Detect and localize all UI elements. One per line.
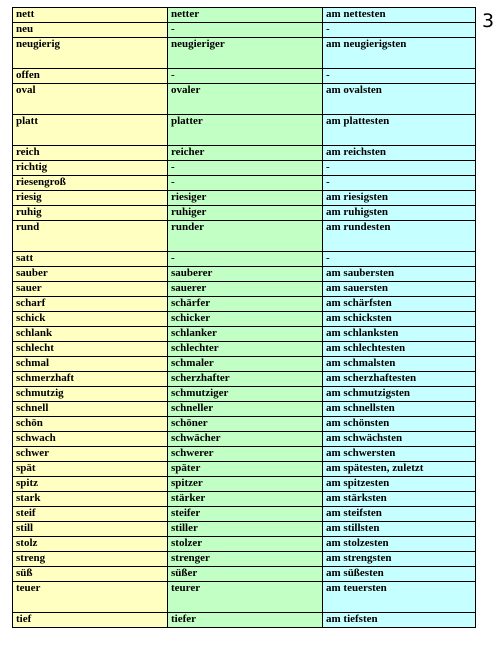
positive-form-cell: riesig [13,191,168,206]
table-row [13,221,476,252]
table-row [13,8,476,23]
positive-form-cell: schmutzig [13,387,168,402]
positive-form-cell: streng [13,552,168,567]
positive-form-cell: schwer [13,447,168,462]
positive-form-cell: riesengroß [13,176,168,191]
superlative-form-cell: am sauersten [323,282,476,297]
superlative-form-cell: am schwersten [323,447,476,462]
table-row [13,146,476,161]
superlative-form-cell: am stärksten [323,492,476,507]
comparative-form-cell: schmutziger [168,387,323,402]
superlative-form-cell: am spitzesten [323,477,476,492]
superlative-form-cell: - [323,176,476,191]
superlative-form-cell: - [323,252,476,267]
superlative-form-cell: am schicksten [323,312,476,327]
comparative-form-cell: schneller [168,402,323,417]
superlative-form-cell: am ruhigsten [323,206,476,221]
positive-form-cell: richtig [13,161,168,176]
comparative-form-cell: später [168,462,323,477]
table-row [13,115,476,146]
positive-form-cell: scharf [13,297,168,312]
table-body [13,8,476,628]
table-row [13,537,476,552]
positive-form-cell: sauer [13,282,168,297]
superlative-form-cell: am schlechtesten [323,342,476,357]
table-row [13,84,476,115]
comparative-form-cell: schöner [168,417,323,432]
positive-form-cell: offen [13,69,168,84]
superlative-form-cell: am nettesten [323,8,476,23]
comparative-form-cell: stolzer [168,537,323,552]
comparative-form-cell: - [168,252,323,267]
superlative-form-cell: am süßesten [323,567,476,582]
comparative-form-cell: schwerer [168,447,323,462]
superlative-form-cell: am spätesten, zuletzt [323,462,476,477]
superlative-form-cell: - [323,69,476,84]
positive-form-cell: schlecht [13,342,168,357]
table-row [13,342,476,357]
comparative-form-cell: spitzer [168,477,323,492]
comparative-form-cell: schärfer [168,297,323,312]
positive-form-cell: schmerzhaft [13,372,168,387]
positive-form-cell: schick [13,312,168,327]
table-row [13,297,476,312]
table-row [13,507,476,522]
positive-form-cell: süß [13,567,168,582]
superlative-form-cell: am scherzhaftesten [323,372,476,387]
superlative-form-cell: am schlanksten [323,327,476,342]
positive-form-cell: satt [13,252,168,267]
positive-form-cell: spät [13,462,168,477]
comparative-form-cell: stärker [168,492,323,507]
superlative-form-cell: - [323,23,476,38]
positive-form-cell: schmal [13,357,168,372]
positive-form-cell: spitz [13,477,168,492]
positive-form-cell: teuer [13,582,168,613]
comparative-form-cell: ovaler [168,84,323,115]
comparative-form-cell: - [168,23,323,38]
table-row [13,522,476,537]
comparative-form-cell: schicker [168,312,323,327]
table-row [13,387,476,402]
comparative-form-cell: schlanker [168,327,323,342]
table-row [13,432,476,447]
table-row [13,357,476,372]
positive-form-cell: schwach [13,432,168,447]
positive-form-cell: schlank [13,327,168,342]
superlative-form-cell: am stolzesten [323,537,476,552]
superlative-form-cell: am plattesten [323,115,476,146]
table-row [13,282,476,297]
comparative-form-cell: strenger [168,552,323,567]
comparative-form-cell: scherzhafter [168,372,323,387]
superlative-form-cell: am neugierigsten [323,38,476,69]
comparative-form-cell: süßer [168,567,323,582]
table-row [13,447,476,462]
positive-form-cell: stark [13,492,168,507]
positive-form-cell: steif [13,507,168,522]
table-row [13,312,476,327]
comparative-form-cell: - [168,69,323,84]
positive-form-cell: stolz [13,537,168,552]
table-row [13,327,476,342]
table-row [13,402,476,417]
positive-form-cell: still [13,522,168,537]
superlative-form-cell: am schmutzigsten [323,387,476,402]
positive-form-cell: platt [13,115,168,146]
comparative-form-cell: ruhiger [168,206,323,221]
table-row [13,417,476,432]
comparative-form-cell: platter [168,115,323,146]
positive-form-cell: nett [13,8,168,23]
positive-form-cell: schön [13,417,168,432]
table-row [13,38,476,69]
positive-form-cell: ruhig [13,206,168,221]
comparative-form-cell: sauberer [168,267,323,282]
table-row [13,69,476,84]
comparative-form-cell: runder [168,221,323,252]
comparative-form-cell: tiefer [168,613,323,628]
table-row [13,477,476,492]
table-row [13,191,476,206]
comparative-form-cell: - [168,176,323,191]
superlative-form-cell: am strengsten [323,552,476,567]
comparative-form-cell: stiller [168,522,323,537]
table-row [13,613,476,628]
table-row [13,252,476,267]
superlative-form-cell: am schwächsten [323,432,476,447]
comparative-form-cell: steifer [168,507,323,522]
positive-form-cell: neugierig [13,38,168,69]
comparative-form-cell: - [168,161,323,176]
table-row [13,372,476,387]
superlative-form-cell: - [323,161,476,176]
superlative-form-cell: am schärfsten [323,297,476,312]
table-row [13,267,476,282]
superlative-form-cell: am tiefsten [323,613,476,628]
adjective-comparison-table [12,7,476,628]
table-row [13,567,476,582]
comparative-form-cell: schlechter [168,342,323,357]
positive-form-cell: reich [13,146,168,161]
comparative-form-cell: neugieriger [168,38,323,69]
superlative-form-cell: am schnellsten [323,402,476,417]
superlative-form-cell: am riesigsten [323,191,476,206]
table-row [13,462,476,477]
superlative-form-cell: am schönsten [323,417,476,432]
comparative-form-cell: reicher [168,146,323,161]
comparative-form-cell: schwächer [168,432,323,447]
table-row [13,582,476,613]
superlative-form-cell: am ovalsten [323,84,476,115]
positive-form-cell: rund [13,221,168,252]
table-row [13,552,476,567]
table-row [13,206,476,221]
superlative-form-cell: am reichsten [323,146,476,161]
positive-form-cell: sauber [13,267,168,282]
table-row [13,23,476,38]
positive-form-cell: tief [13,613,168,628]
table-row [13,492,476,507]
comparative-form-cell: schmaler [168,357,323,372]
table-row [13,176,476,191]
superlative-form-cell: am schmalsten [323,357,476,372]
positive-form-cell: neu [13,23,168,38]
comparative-form-cell: sauerer [168,282,323,297]
superlative-form-cell: am rundesten [323,221,476,252]
table-row [13,161,476,176]
positive-form-cell: schnell [13,402,168,417]
superlative-form-cell: am stillsten [323,522,476,537]
comparative-form-cell: netter [168,8,323,23]
page-number: 3 [482,10,495,32]
superlative-form-cell: am steifsten [323,507,476,522]
comparative-form-cell: teurer [168,582,323,613]
positive-form-cell: oval [13,84,168,115]
superlative-form-cell: am saubersten [323,267,476,282]
comparative-form-cell: riesiger [168,191,323,206]
superlative-form-cell: am teuersten [323,582,476,613]
